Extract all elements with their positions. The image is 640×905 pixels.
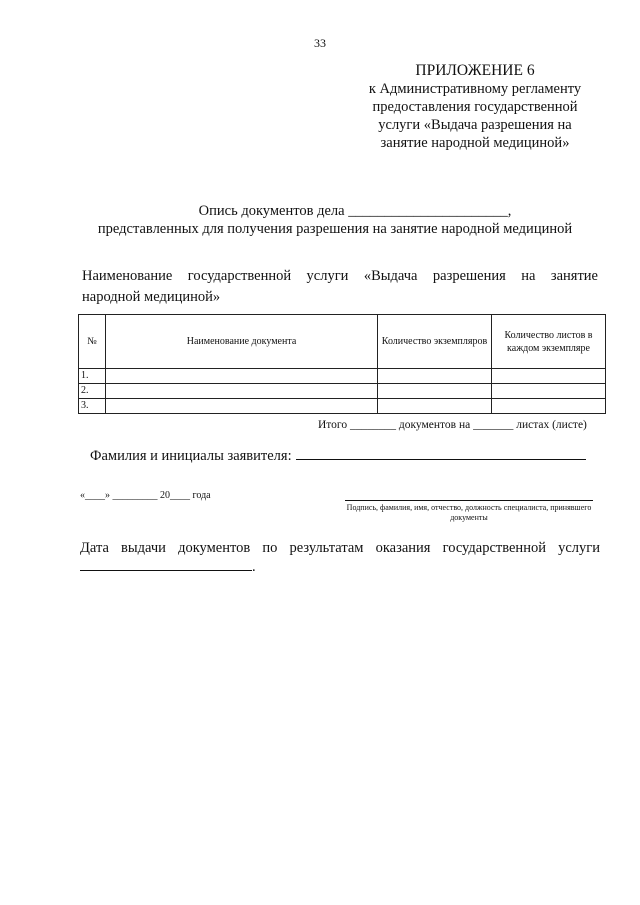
issue-date-blank[interactable] [80, 558, 252, 571]
row-number: 3. [79, 399, 106, 414]
inventory-subtitle: представленных для получения разрешения на занятие народной медициной [97, 221, 573, 237]
header-copies: Количество экземпляров [378, 315, 492, 369]
inventory-title: Опись документов дела ______________________, [198, 203, 512, 219]
service-name-line: Наименование государственной услуги «Выдача разрешения на занятие [82, 268, 598, 284]
cell-sheets[interactable] [492, 369, 606, 384]
table-row [79, 384, 606, 399]
cell-copies[interactable] [378, 369, 492, 384]
page-number: 33 [314, 36, 326, 50]
header-sheets: Количество листов в каждом экземпляре [492, 315, 606, 369]
cell-sheets[interactable] [492, 399, 606, 414]
date-line: «____» _________ 20____ года [80, 490, 211, 501]
issue-date-period: . [252, 559, 256, 575]
cell-document-name[interactable] [106, 384, 378, 399]
table-header-row [79, 315, 606, 369]
cell-copies[interactable] [378, 384, 492, 399]
applicant-label: Фамилия и инициалы заявителя: [90, 448, 292, 464]
appendix-header [355, 62, 595, 152]
issue-date-text: Дата выдачи документов по результатам оказания государственной услуги [80, 540, 600, 556]
applicant-field [90, 447, 586, 465]
documents-table [78, 314, 606, 414]
row-number: 1. [79, 369, 106, 384]
cell-sheets[interactable] [492, 384, 606, 399]
cell-document-name[interactable] [106, 399, 378, 414]
appendix-line: услуги «Выдача разрешения на [378, 117, 572, 133]
table-row [79, 399, 606, 414]
inventory-heading [40, 202, 630, 238]
signature-line[interactable] [345, 500, 593, 501]
row-number: 2. [79, 384, 106, 399]
service-name [82, 266, 598, 308]
issue-date-field [80, 558, 256, 576]
signature-caption: Подпись, фамилия, имя, отчество, должность специалиста, принявшего документы [346, 503, 592, 522]
header-number: № [79, 315, 106, 369]
header-document-name: Наименование документа [106, 315, 378, 369]
cell-copies[interactable] [378, 399, 492, 414]
table-row [79, 369, 606, 384]
appendix-line: к Административному регламенту [368, 81, 582, 97]
total-line: Итого ________ документов на _______ листах (листе) [318, 419, 587, 431]
cell-document-name[interactable] [106, 369, 378, 384]
appendix-line: занятие народной медициной» [380, 135, 570, 151]
appendix-line: предоставления государственной [372, 99, 578, 115]
appendix-title: ПРИЛОЖЕНИЕ 6 [415, 62, 535, 79]
applicant-blank[interactable] [296, 447, 586, 460]
service-name-line: народной медициной» [82, 289, 221, 305]
